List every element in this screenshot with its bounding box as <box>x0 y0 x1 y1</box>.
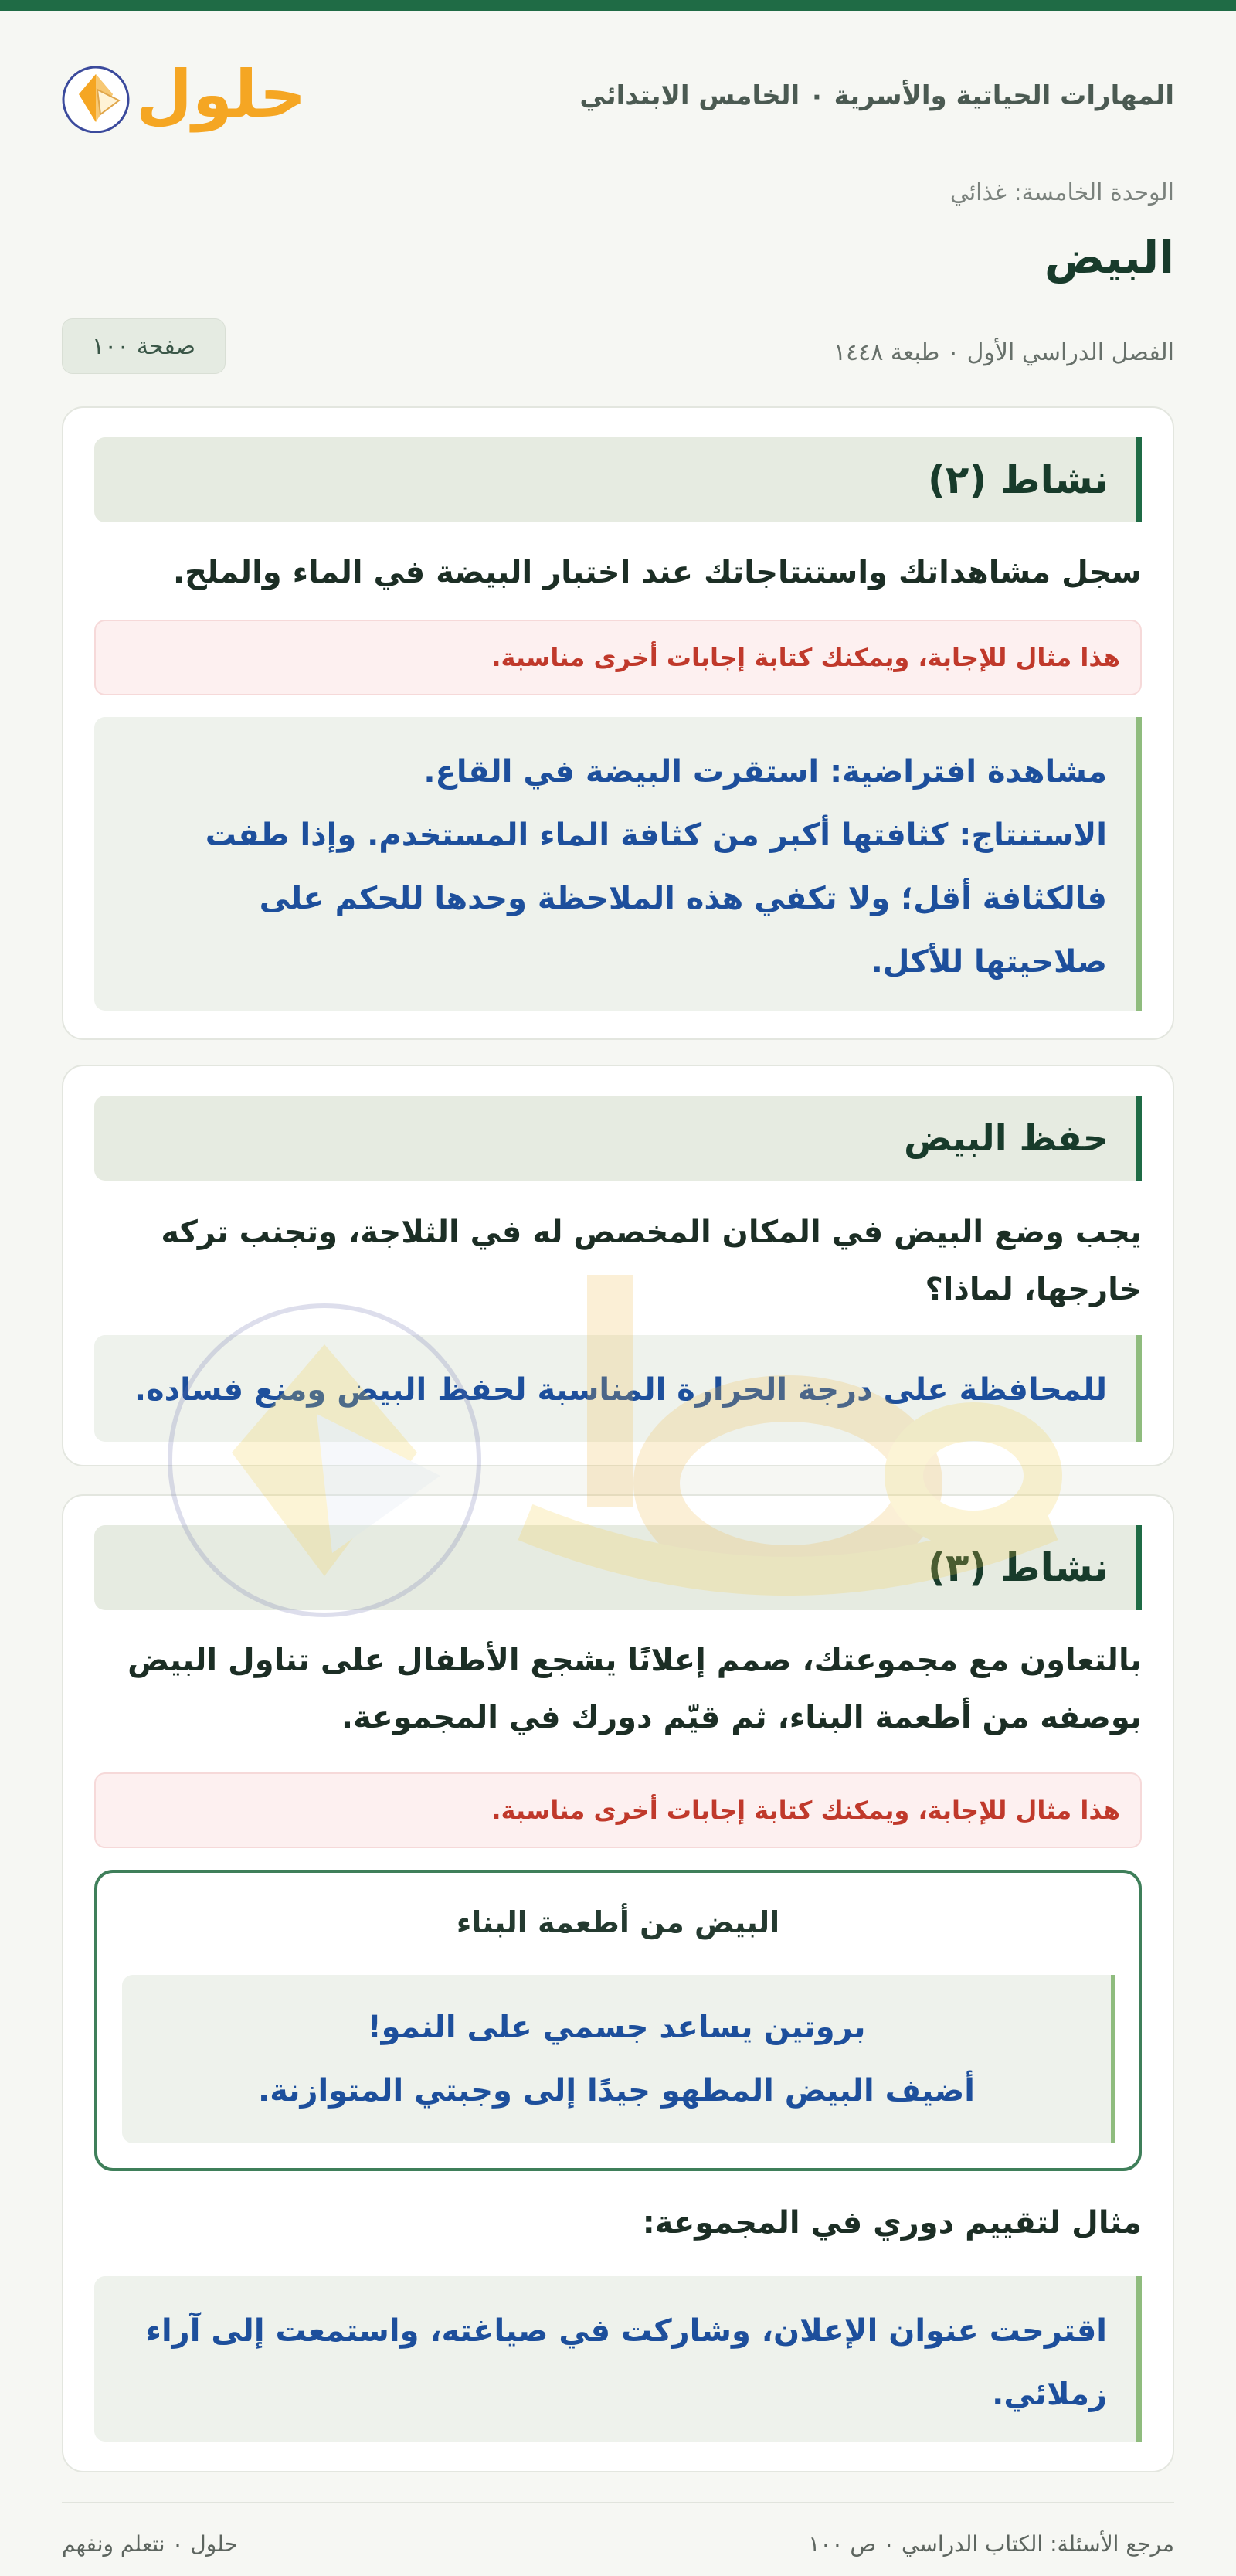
page-footer <box>62 2502 1174 2557</box>
term-info: الفصل الدراسي الأول ٠ طبعة ١٤٤٨ <box>833 339 1174 366</box>
self-evaluation-text: اقترحت عنوان الإعلان، وشاركت في صياغته، واستمعت إلى آراء زملائي. <box>145 2313 1107 2412</box>
advertisement-title: البيض من أطعمة البناء <box>456 1905 780 1939</box>
site-header <box>62 11 1174 181</box>
self-evaluation-label: مثال لتقييم دوري في المجموعة: <box>642 2205 1142 2241</box>
activity-2-question: سجل مشاهداتك واستنتاجاتك عند اختبار البيضة في الماء والملح. <box>172 555 1142 590</box>
logo-wordmark: حلول <box>136 56 307 132</box>
self-evaluation-answer <box>94 2276 1142 2442</box>
questions-reference: مرجع الأسئلة: الكتاب الدراسي ٠ ص ١٠٠ <box>808 2531 1174 2557</box>
subject-title: المهارات الحياتية والأسرية ٠ الخامس الابتدائي <box>579 80 1174 111</box>
unit-label: الوحدة الخامسة: غذائي <box>949 179 1174 206</box>
egg-storage-answer <box>94 1335 1142 1442</box>
advertisement-content <box>122 1975 1115 2143</box>
lesson-title: البيض <box>1044 231 1174 284</box>
egg-storage-question: يجب وضع البيض في المكان المخصص له في الثلاجة، وتجنب تركه خارجها، لماذا؟ <box>161 1215 1142 1307</box>
advertisement-box <box>94 1870 1142 2171</box>
answer-conclusion: الاستنتاج: كثافتها أكبر من كثافة الماء المستخدم. وإذا طفت فالكثافة أقل؛ ولا تكفي هذه الملاحظة وحدها للحكم على صلاحيتها للأكل. <box>205 817 1107 980</box>
activity-2-card <box>62 406 1174 1040</box>
answer-note: هذا مثال للإجابة، ويمكنك كتابة إجابات أخرى مناسبة. <box>94 1772 1142 1848</box>
top-accent-bar <box>0 0 1236 11</box>
footer-tagline: حلول ٠ نتعلم ونفهم <box>62 2531 238 2557</box>
page-number-badge: صفحة ١٠٠ <box>62 318 226 374</box>
page <box>62 11 1174 2557</box>
answer-note: هذا مثال للإجابة، ويمكنك كتابة إجابات أخرى مناسبة. <box>94 620 1142 695</box>
answer-observation: مشاهدة افتراضية: استقرت البيضة في القاع. <box>423 754 1107 790</box>
advertisement-line-2: أضيف البيض المطهو جيدًا إلى وجبتي المتوازنة. <box>258 2073 975 2109</box>
activity-2-title: نشاط (٢) <box>94 437 1142 522</box>
site-logo[interactable] <box>62 56 307 133</box>
egg-storage-title: حفظ البيض <box>94 1096 1142 1181</box>
activity-3-title: نشاط (٣) <box>94 1525 1142 1610</box>
egg-storage-card <box>62 1065 1174 1466</box>
egg-storage-answer-text: للمحافظة على درجة الحرارة المناسبة لحفظ البيض ومنع فساده. <box>134 1372 1107 1408</box>
activity-3-question: بالتعاون مع مجموعتك، صمم إعلانًا يشجع الأطفال على تناول البيض بوصفه من أطعمة البناء، ثم قيّم دورك في المجموعة. <box>127 1643 1142 1735</box>
advertisement-line-1: بروتين يساعد جسمي على النمو! <box>367 2010 866 2045</box>
activity-3-card <box>62 1494 1174 2472</box>
activity-2-answer <box>94 717 1142 1011</box>
